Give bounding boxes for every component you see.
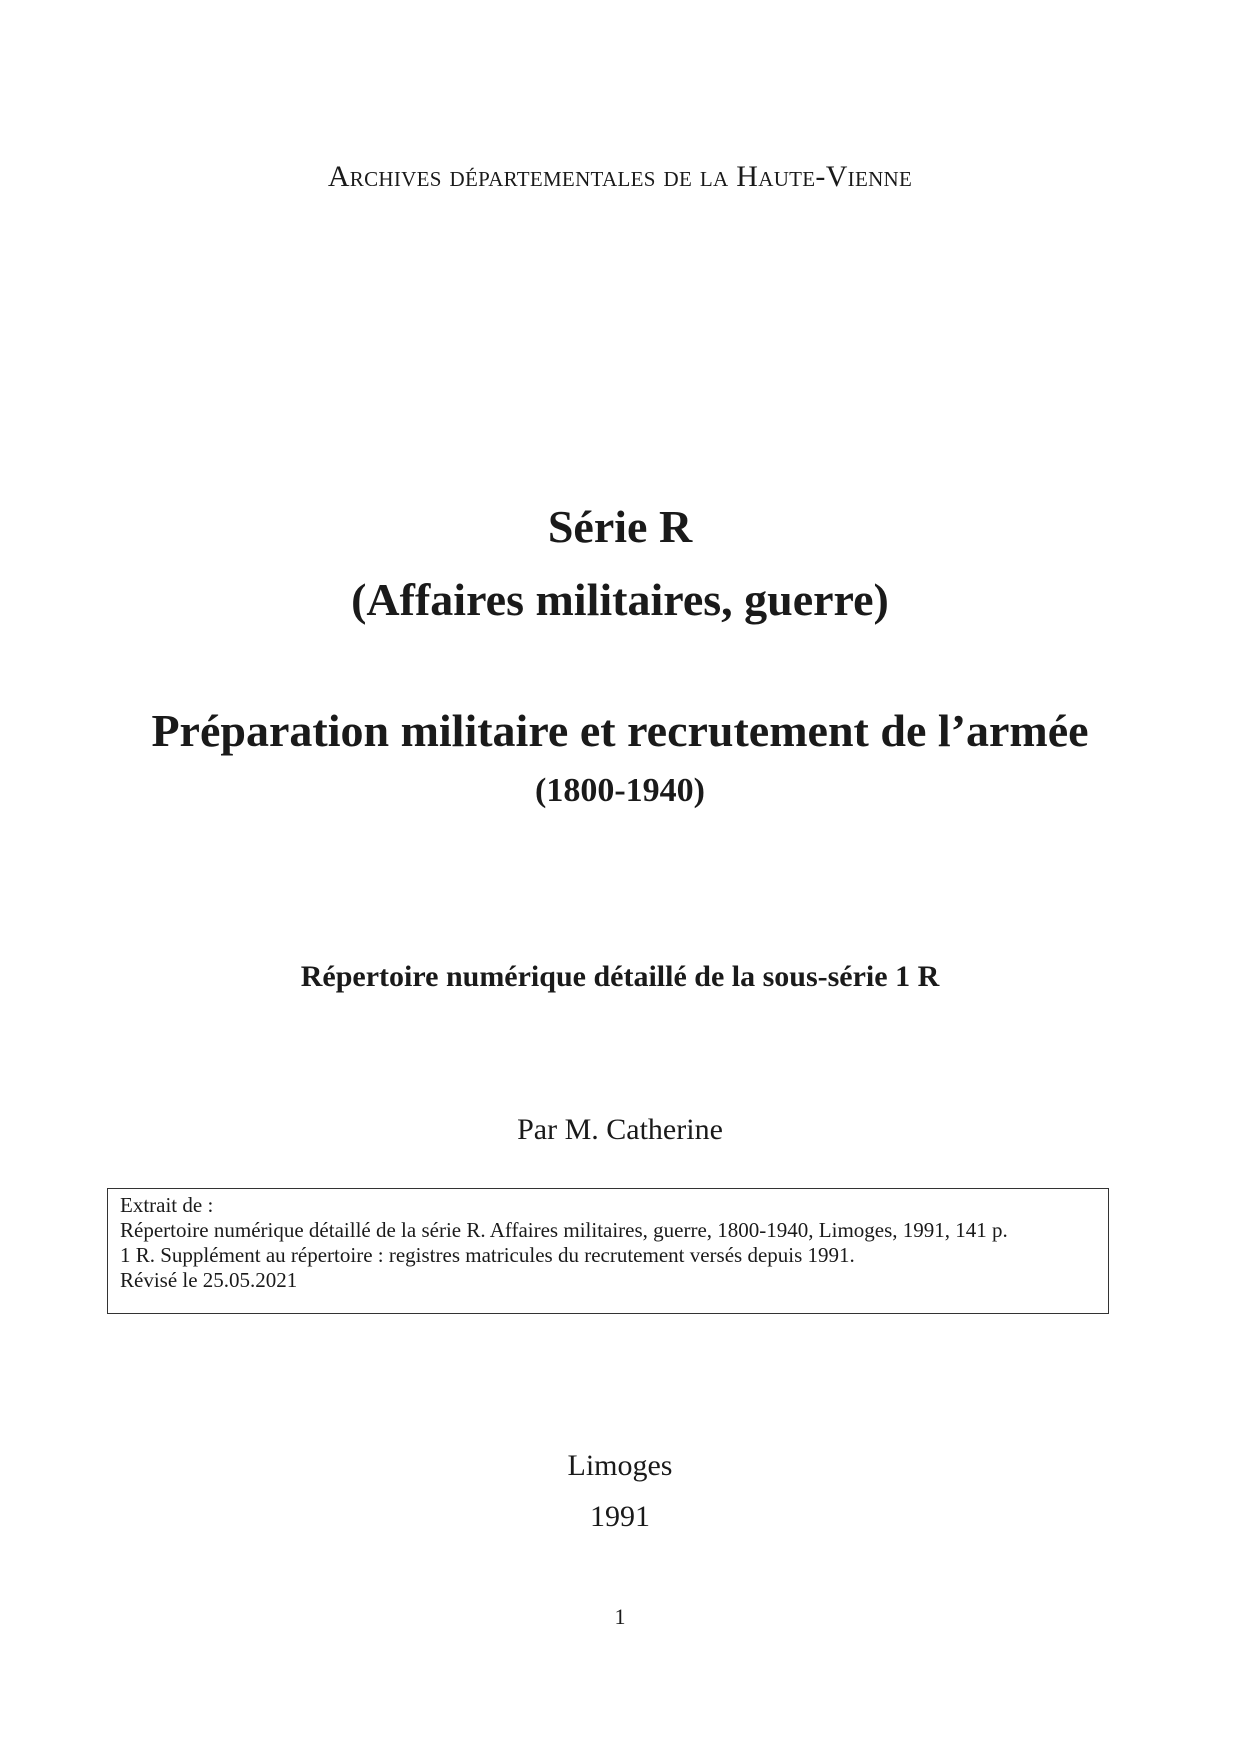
page-number: 1 (614, 1604, 626, 1629)
series-subtitle: (Affaires militaires, guerre) (351, 574, 889, 625)
series-title: Série R (547, 501, 693, 552)
repertoire-subtitle: Répertoire numérique détaillé de la sous-série 1 R (300, 960, 940, 993)
extract-revision-line: Révisé le 25.05.2021 (120, 1268, 298, 1292)
institution-header: Archives départementales de la Haute-Vienne (327, 160, 913, 193)
extract-supplement-line: 1 R. Supplément au répertoire : registres matricules du recrutement versés depuis 1991. (120, 1243, 855, 1267)
extract-label: Extrait de : (120, 1193, 214, 1217)
date-range: (1800-1940) (535, 772, 705, 809)
publication-year: 1991 (590, 1500, 650, 1533)
main-title: Préparation militaire et recrutement de l’armée (151, 705, 1089, 756)
publication-place: Limoges (567, 1449, 673, 1482)
author-line: Par M. Catherine (517, 1113, 723, 1146)
extract-source-line: Répertoire numérique détaillé de la série R. Affaires militaires, guerre, 1800-1940, Limoges, 1991, 141 p. (120, 1218, 1008, 1242)
extract-box (107, 1188, 1109, 1314)
